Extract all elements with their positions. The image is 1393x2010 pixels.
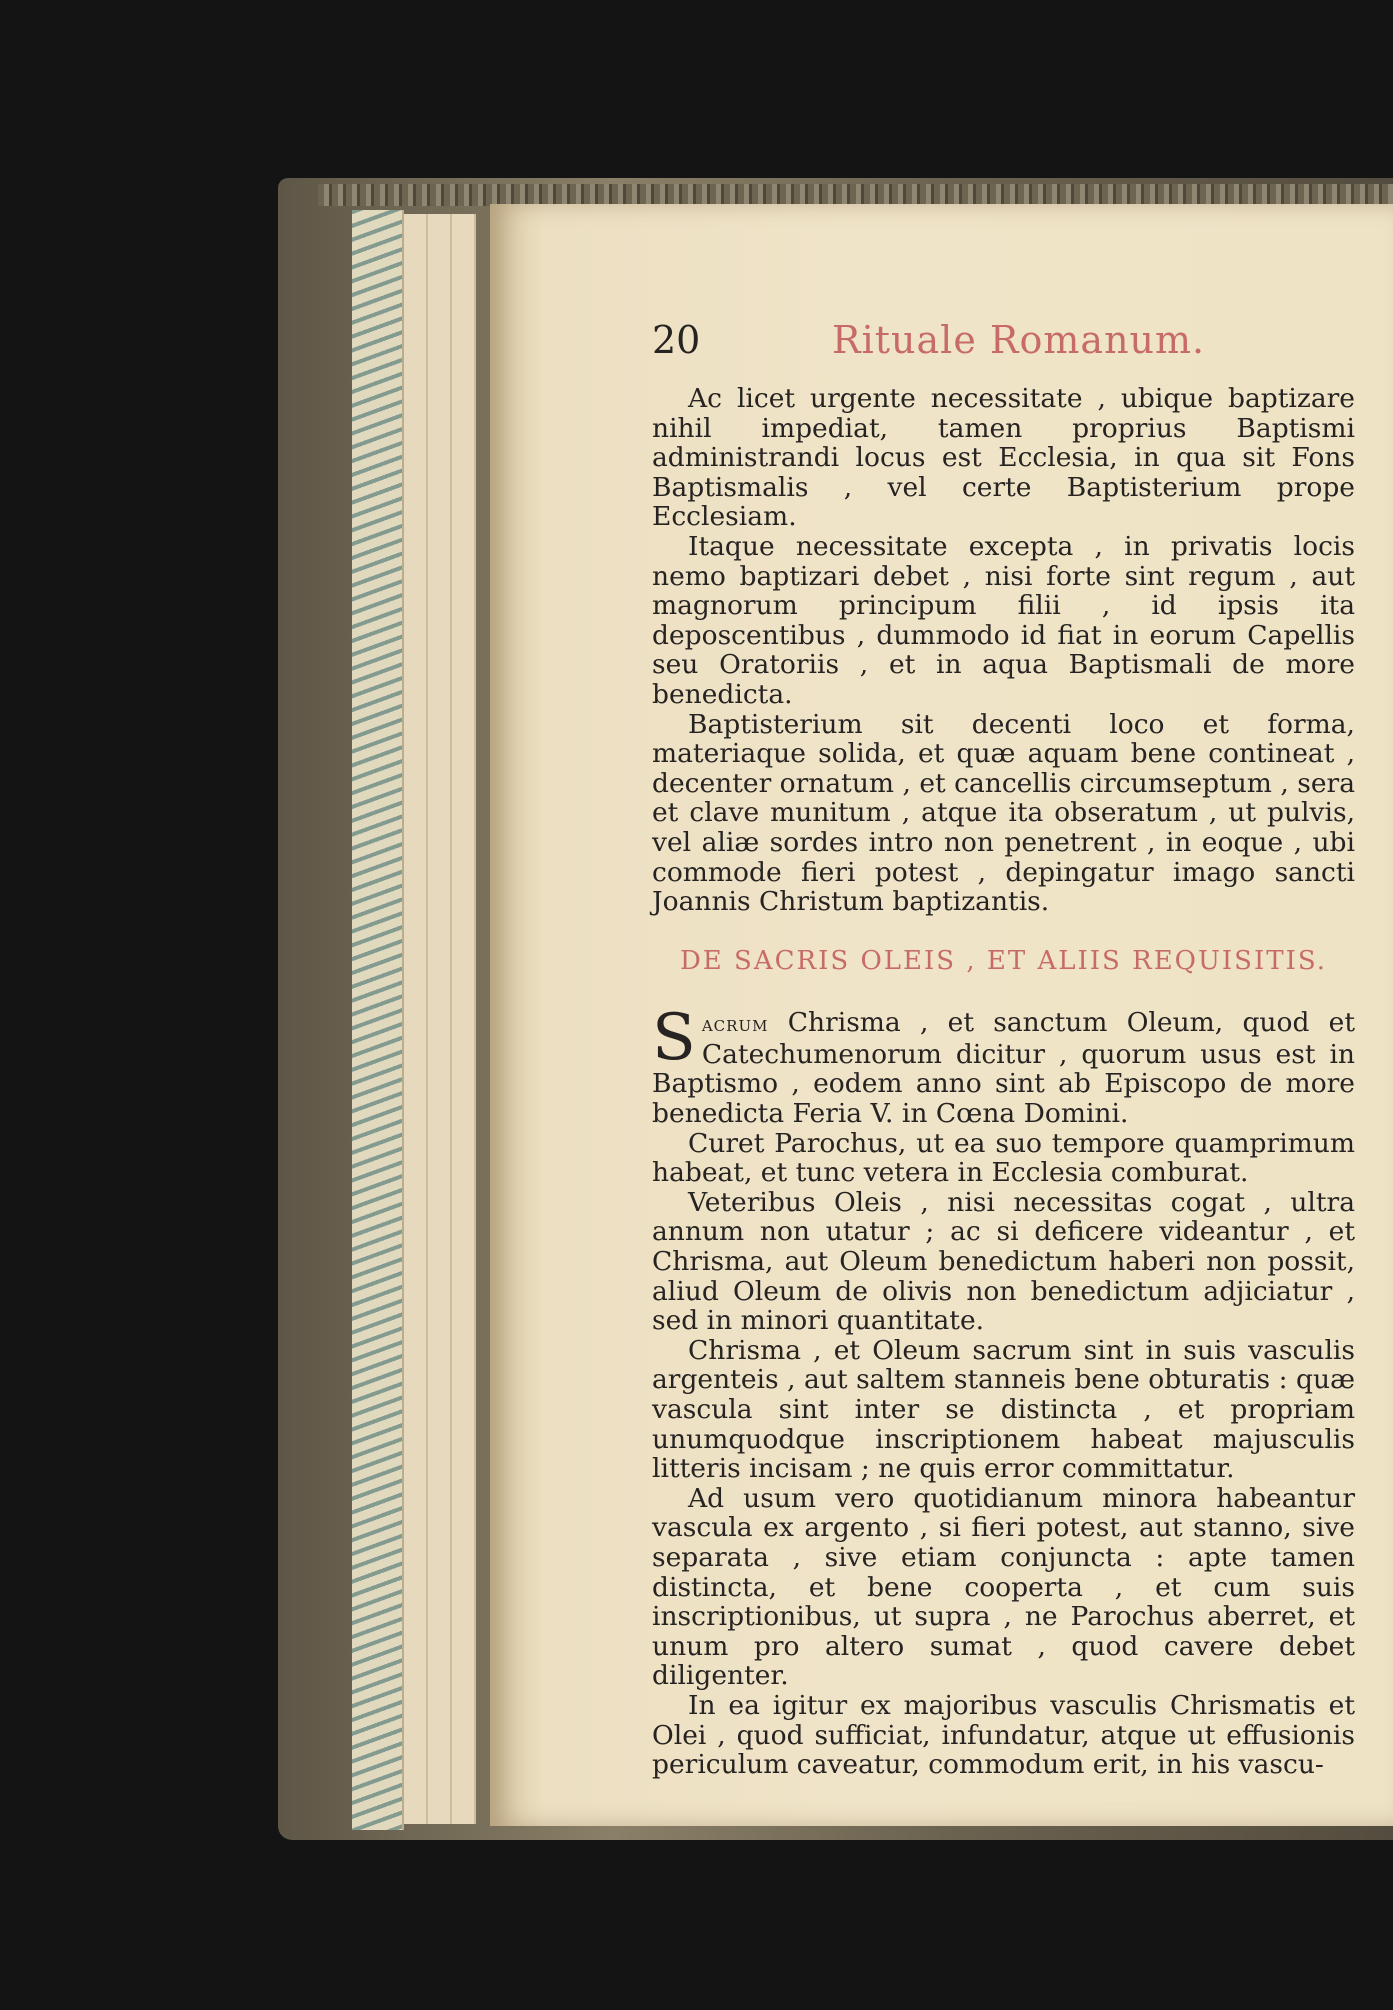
drop-cap: S [652, 1001, 696, 1076]
page-header [652, 318, 1355, 370]
section-first-paragraph [652, 1001, 1355, 1130]
paragraph: Itaque necessitate excepta , in privatis locis nemo baptizari debet , nisi forte sint regum , aut magnorum principum filii , id ipsis ita deposcentibus , dummodo id fiat in eorum Capellis seu Oratoriis , et in aqua Baptismali de more benedicta. [652, 530, 1355, 710]
page-edge [452, 214, 476, 1824]
paragraph: Baptisterium sit decenti loco et forma, materiaque solida, et quæ aquam bene contineat , decenter ornatum , et cancellis circumseptum , sera et clave munitum , atque ita obseratum , ut pulvis, vel aliæ sordes intro non penetrent , in eoque , ubi commode fieri potest , depingatur imago sancti Joannis Christum baptizantis. [652, 708, 1355, 918]
page-number: 20 [652, 318, 701, 362]
page-text-block [652, 318, 1355, 1781]
paragraph-text: Chrisma , et sanctum Oleum, quod et Catechumenorum dicitur , quorum usus est in Baptismo , eodem anno sint ab Episcopo de more benedicta Feria V. in Cœna Domini. [652, 1007, 1355, 1130]
paragraph: Curet Parochus, ut ea suo tempore quamprimum habeat, et tunc vetera in Ecclesia comburat. [652, 1127, 1355, 1189]
paragraph: Ac licet urgente necessitate , ubique baptizare nihil impediat, tamen proprius Baptismi administrandi locus est Ecclesia, in qua sit Fons Baptismalis , vel certe Baptisterium prope Ecclesiam. [652, 383, 1355, 533]
running-title: Rituale Romanum. [832, 318, 1206, 362]
paragraph: Ad usum vero quotidianum minora habeantur vascula ex argento , si fieri potest, aut stanno, sive separata , sive etiam conjuncta : apte tamen distincta, et bene cooperta , et cum suis inscriptionibus, ut supra , ne Parochus aberret, et unum pro altero sumat , quod cavere debet diligenter. [652, 1482, 1355, 1692]
section-title: DE SACRIS OLEIS , ET ALIIS REQUISITIS. [679, 945, 1328, 976]
small-caps-word: acrum [701, 1012, 769, 1038]
marbled-endpaper [352, 210, 404, 1830]
page-edge [428, 214, 452, 1824]
paragraph: In ea igitur ex majoribus vasculis Chrismatis et Olei , quod sufficiat, infundatur, atque ut effusionis periculum caveatur, commodum erit, in his vascu- [652, 1689, 1355, 1781]
paragraph: Chrisma , et Oleum sacrum sint in suis vasculis argenteis , aut saltem stanneis bene obturatis : quæ vascula sint inter se distincta , et propriam unumquodque inscriptionem habeat majusculis litteris incisam ; ne quis error committatur. [652, 1334, 1355, 1485]
page-edge [404, 214, 428, 1824]
paragraph: Veteribus Oleis , nisi necessitas cogat , ultra annum non utatur ; ac si deficere videantur , et Chrisma, aut Oleum benedictum haberi non possit, aliud Oleum de olivis non benedictum adjiciatur , sed in minori quantitate. [652, 1186, 1355, 1337]
book-spine-edge [318, 184, 1393, 206]
